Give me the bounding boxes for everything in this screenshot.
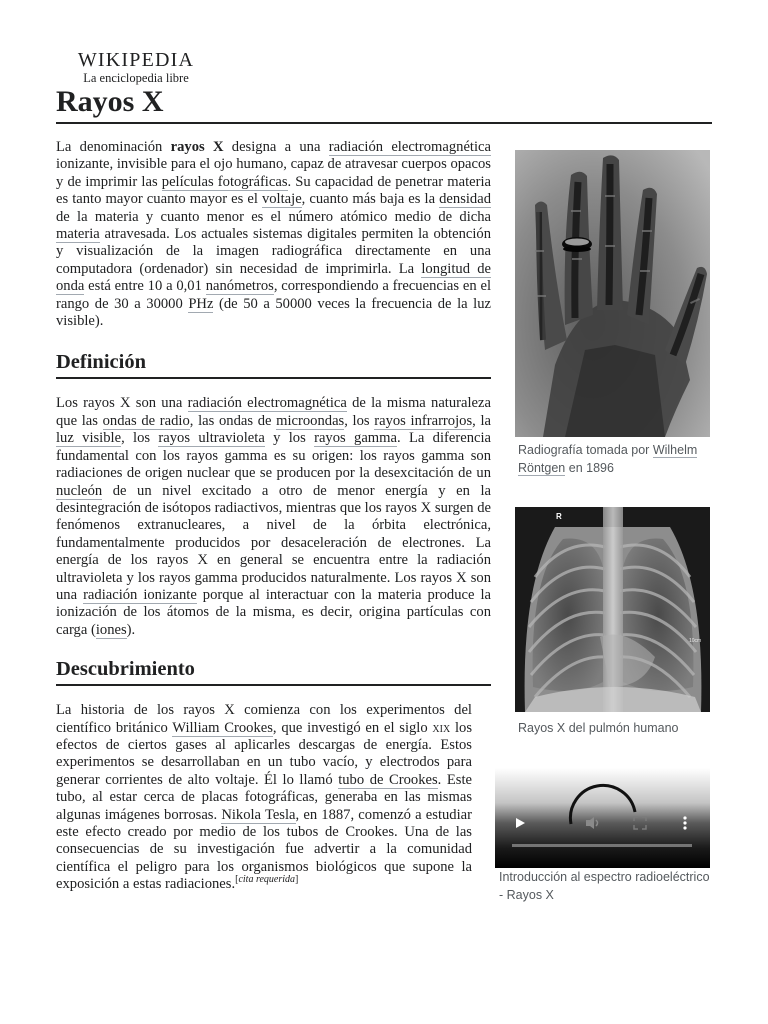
text: designa a una — [223, 139, 329, 155]
cite-text: cita requerida — [238, 874, 296, 886]
bold-term: rayos X — [170, 139, 224, 155]
more-vert-icon[interactable] — [683, 816, 687, 830]
lung-xray-image[interactable] — [515, 507, 710, 712]
video-player[interactable] — [495, 768, 710, 868]
link-rayos-ultravioleta[interactable]: rayos ultravioleta — [158, 430, 265, 447]
hand-figure-caption — [515, 442, 710, 477]
text: atravesada. Los actuales sistemas digitales permiten la obtención y visualización de la imagen radiográfica directamente en una computadora (ordenador) sin necesidad de imprimirla. La — [56, 226, 491, 277]
wikipedia-logo[interactable] — [76, 49, 196, 85]
link-peliculas-fotograficas[interactable]: películas fotográficas — [161, 173, 288, 190]
cite-bracket: ] — [295, 874, 299, 886]
text: , cuanto más baja es la — [301, 191, 440, 208]
link-radiacion-electromagnetica-2[interactable]: radiación electromagnética — [187, 395, 347, 412]
figure-video — [495, 768, 710, 904]
figure-lung-xray — [515, 507, 710, 738]
definicion-paragraph — [56, 395, 491, 639]
text: , las ondas de — [189, 412, 277, 429]
link-rayos-infrarrojos[interactable]: rayos infrarrojos — [374, 412, 473, 429]
text: (de 50 a 50000 veces la frecuencia de la luz visible). — [56, 295, 491, 330]
caption-text: en 1896 — [565, 460, 614, 475]
intro-paragraph — [56, 139, 491, 330]
volume-icon[interactable] — [585, 816, 601, 830]
figure-hand-radiograph — [515, 150, 710, 477]
section-heading-descubrimiento: Descubrimiento — [56, 657, 491, 686]
text: Los rayos X son una — [56, 395, 188, 412]
text: de la materia y cuanto menor es el número atómico medio de dicha — [56, 208, 491, 225]
link-materia[interactable]: materia — [56, 226, 100, 243]
link-william-crookes[interactable]: William Crookes — [172, 719, 273, 736]
hand-radiograph-image[interactable] — [515, 150, 710, 437]
text: La historia de los rayos X comienza con los experimentos del científico británico — [56, 702, 472, 736]
lung-figure-caption: Rayos X del pulmón humano — [518, 721, 679, 735]
link-nucleon[interactable]: nucleón — [56, 482, 103, 499]
link-ondas-de-radio[interactable]: ondas de radio — [102, 412, 190, 429]
link-rayos-gamma[interactable]: rayos gamma — [314, 430, 397, 447]
fullscreen-icon[interactable] — [633, 816, 647, 830]
text: , que investigó en el siglo — [272, 719, 433, 736]
text: de un nivel excitado a otro de menor energía y en la desintegración de isótopos radiactivos, mientras que los rayos X surgen de fenómenos extranucleares, a nivel de la órbita electrónica, fundamentalmente producidos por desaceleración de electrones. La energía de los rayos X en general se encuentra entre la radiación ultravioleta y los rayos gamma producidos naturalmente. Los rayos X son una — [56, 482, 491, 603]
text: . La diferencia fundamental con los rayos gamma es su origen: los rayos gamma son radiaciones de origen nuclear que se producen por la desexcitación de un — [56, 430, 491, 482]
link-phz[interactable]: PHz — [188, 295, 214, 312]
text: La denominación — [56, 139, 171, 155]
lung-marker-text: R — [556, 512, 562, 521]
link-microondas[interactable]: microondas — [276, 412, 345, 429]
text: . Su capacidad de penetrar materia es tanto mayor cuanto mayor es el — [56, 173, 491, 208]
text: los efectos de ciertos gases al aplicarles descargas de energía. Estos experimentos se desarrollaban en un tubo vacío, y electrodos para generar corrientes de alto voltaje. Él lo llamó — [56, 719, 472, 788]
link-longitud-de-onda[interactable]: longitud de onda — [56, 260, 491, 295]
loading-spinner-icon — [563, 768, 643, 848]
link-densidad[interactable]: densidad — [439, 191, 492, 208]
text: , los — [121, 430, 159, 447]
link-wilhelm-rontgen[interactable]: Wilhelm Röntgen — [518, 443, 698, 475]
text: está entre 10 a 0,01 — [84, 278, 206, 295]
play-icon[interactable] — [514, 817, 526, 829]
video-figure-caption: Introducción al espectro radioeléctrico - Rayos X — [499, 870, 710, 902]
page-title: Rayos X — [56, 84, 712, 124]
text: ). — [126, 621, 136, 638]
link-tubo-de-crookes[interactable]: tubo de Crookes — [338, 771, 438, 788]
link-nanometros[interactable]: nanómetros — [205, 278, 274, 295]
lung-scale-text: 10cm — [689, 638, 702, 644]
section-heading-definicion: Definición — [56, 350, 491, 379]
text: , los — [344, 412, 375, 429]
logo-wordmark: WIKIPEDIA — [77, 49, 195, 71]
article-body — [56, 139, 491, 894]
link-luz-visible[interactable]: luz visible — [56, 430, 122, 447]
link-voltaje[interactable]: voltaje — [261, 191, 302, 208]
text: y los — [264, 430, 315, 447]
link-nikola-tesla[interactable]: Nikola Tesla — [221, 806, 296, 823]
text: porque al interactuar con la materia produce la ionización de los átomos de la misma, es decir, origina partículas con carga ( — [56, 586, 491, 638]
descubrimiento-paragraph — [56, 702, 472, 893]
text: ionizante, invisible para el ojo humano, capaz de atravesar cuerpos opacos y de imprimir las — [56, 156, 491, 190]
caption-text: Radiografía tomada por — [518, 443, 653, 457]
logo-tagline: La enciclopedia libre — [83, 71, 189, 85]
text: , correspondiendo a frecuencias en el rango de 30 a 30000 — [56, 278, 491, 312]
text: . Este tubo, al estar cerca de placas fotográficas, generaba en las mismas algunas imágenes borrosas. — [56, 771, 472, 823]
text: , en 1887, comenzó a estudiar este efecto creado por medio de los tubos de Crookes. Una de las consecuencias de su investigación fue advertir a la comunidad científica el peligro para los organismos biológicos que supone la exposición a estas radiaciones. — [56, 806, 472, 893]
citation-needed[interactable] — [235, 874, 298, 885]
text: , la — [472, 412, 491, 429]
link-iones[interactable]: iones — [95, 621, 127, 638]
text: de la misma naturaleza que las — [56, 395, 491, 429]
cite-bracket: [ — [235, 874, 239, 886]
link-radiacion-electromagnetica[interactable]: radiación electromagnética — [328, 139, 491, 155]
century-numeral: xix — [432, 719, 451, 736]
link-radiacion-ionizante[interactable]: radiación ionizante — [83, 586, 197, 603]
